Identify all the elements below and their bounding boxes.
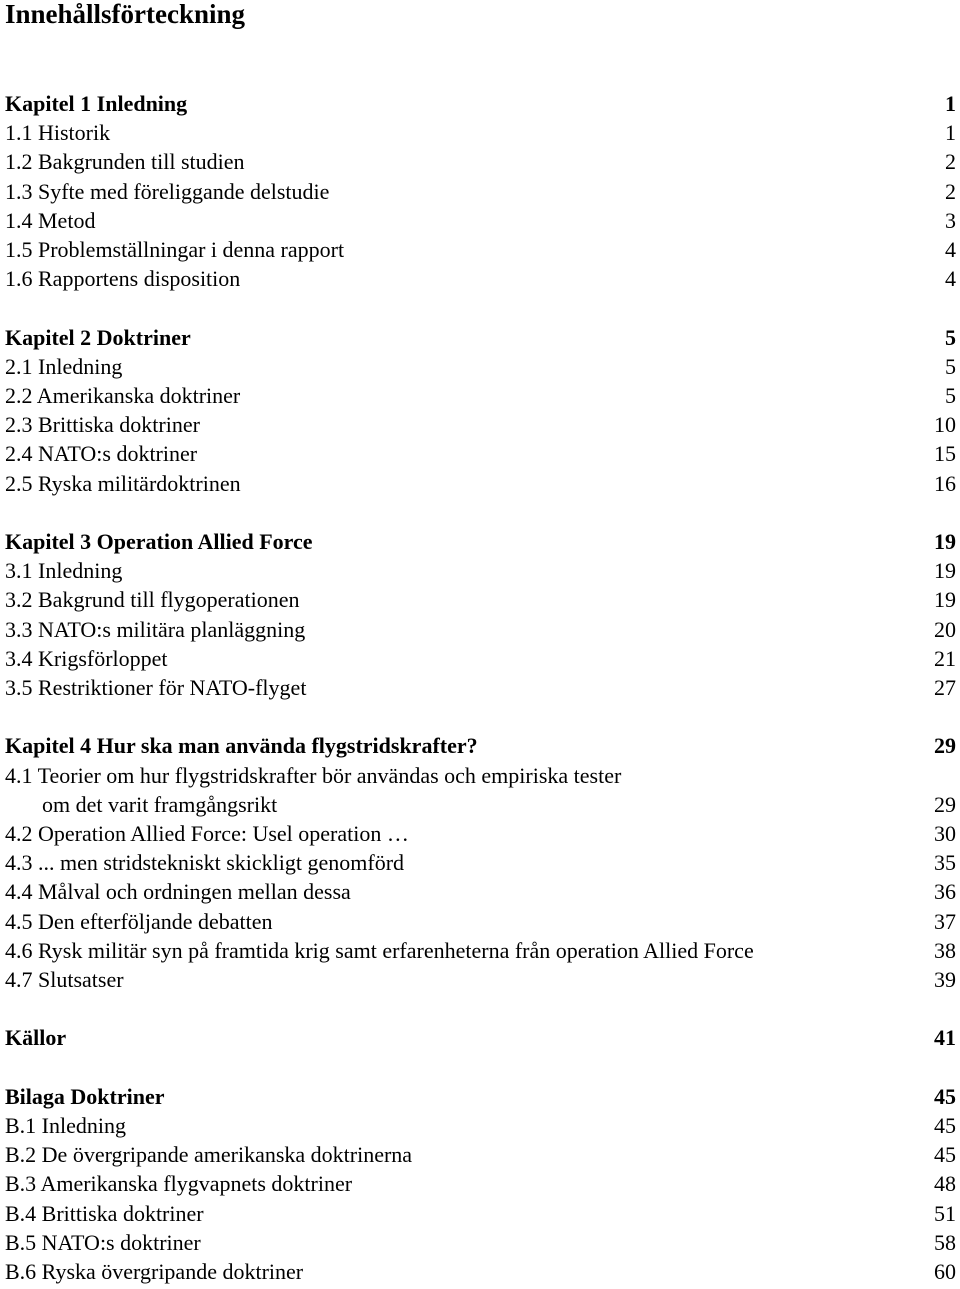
toc-page-number: 19 bbox=[934, 558, 956, 583]
toc-entry-label: 3.5 Restriktioner för NATO-flyget bbox=[5, 675, 307, 700]
toc-entry-label: B.6 Ryska övergripande doktriner bbox=[5, 1259, 304, 1284]
toc-chapter-heading bbox=[5, 323, 956, 352]
toc-entry-label: 1.6 Rapportens disposition bbox=[5, 266, 241, 291]
toc-page-number: 21 bbox=[934, 646, 956, 671]
toc-page-number: 48 bbox=[934, 1171, 956, 1196]
toc-page-number: 3 bbox=[945, 208, 956, 233]
toc-entry-label: 3.2 Bakgrund till flygoperationen bbox=[5, 587, 300, 612]
toc-entry-label: 4.7 Slutsatser bbox=[5, 967, 124, 992]
toc-page-number: 35 bbox=[934, 850, 956, 875]
toc-entry-label: 4.3 ... men stridstekniskt skickligt genomförd bbox=[5, 850, 405, 875]
toc-entry-label: 3.3 NATO:s militära planläggning bbox=[5, 617, 306, 642]
toc-page-number: 10 bbox=[934, 412, 956, 437]
toc-entry bbox=[5, 556, 956, 585]
toc-entry-label: 2.5 Ryska militärdoktrinen bbox=[5, 471, 241, 496]
toc-page-number: 5 bbox=[945, 383, 956, 408]
toc-chapter-heading bbox=[5, 1023, 956, 1052]
toc-entry bbox=[5, 1228, 956, 1257]
toc-page-number: 30 bbox=[934, 821, 956, 846]
toc-page-number: 51 bbox=[934, 1201, 956, 1226]
page-title: Innehållsförteckning bbox=[5, 0, 246, 29]
toc-entry-label: 1.4 Metod bbox=[5, 208, 96, 233]
toc-entry bbox=[5, 381, 956, 410]
toc-entry-label: B.2 De övergripande amerikanska doktrinerna bbox=[5, 1142, 413, 1167]
toc-chapter-heading bbox=[5, 89, 956, 118]
toc-page-number: 16 bbox=[934, 471, 956, 496]
toc-entry bbox=[5, 352, 956, 381]
toc-entry bbox=[5, 848, 956, 877]
toc-entry-label: 4.5 Den efterföljande debatten bbox=[5, 909, 273, 934]
toc-entry bbox=[5, 264, 956, 293]
toc-page-number: 27 bbox=[934, 675, 956, 700]
toc-entry bbox=[5, 1257, 956, 1286]
toc-entry bbox=[5, 1169, 956, 1198]
toc-entry bbox=[5, 790, 956, 819]
toc-entry bbox=[5, 585, 956, 614]
toc-entry bbox=[5, 1199, 956, 1228]
toc-entry bbox=[5, 235, 956, 264]
toc-page-number: 4 bbox=[945, 266, 956, 291]
toc-entry bbox=[5, 147, 956, 176]
toc-entry bbox=[5, 965, 956, 994]
toc-page-number: 45 bbox=[934, 1084, 956, 1109]
toc-entry-label: Kapitel 3 Operation Allied Force bbox=[5, 529, 313, 554]
toc-page-number: 41 bbox=[934, 1025, 956, 1050]
toc-entry-label: Källor bbox=[5, 1025, 67, 1050]
toc-entry-label: 2.2 Amerikanska doktriner bbox=[5, 383, 241, 408]
toc-entry-label: 2.3 Brittiska doktriner bbox=[5, 412, 200, 437]
toc-entry bbox=[5, 936, 956, 965]
toc-page-number: 20 bbox=[934, 617, 956, 642]
toc-page-number: 37 bbox=[934, 909, 956, 934]
toc-page-number: 5 bbox=[945, 354, 956, 379]
toc-entry bbox=[5, 439, 956, 468]
toc-entry-label: 3.1 Inledning bbox=[5, 558, 123, 583]
toc-page-number: 29 bbox=[934, 792, 956, 817]
toc-page-number: 5 bbox=[945, 325, 956, 350]
toc-entry-label: Bilaga Doktriner bbox=[5, 1084, 165, 1109]
toc-entry-label: B.3 Amerikanska flygvapnets doktriner bbox=[5, 1171, 353, 1196]
toc-entry-label: 4.1 Teorier om hur flygstridskrafter bör användas och empiriska tester bbox=[5, 763, 622, 788]
toc-entry-label: om det varit framgångsrikt bbox=[42, 792, 278, 817]
toc-page-number: 4 bbox=[945, 237, 956, 262]
toc-chapter-heading bbox=[5, 1082, 956, 1111]
toc-entry-label: 1.1 Historik bbox=[5, 120, 111, 145]
toc-page-number: 1 bbox=[945, 91, 956, 116]
toc-page-number: 19 bbox=[934, 587, 956, 612]
toc-entry-label: 3.4 Krigsförloppet bbox=[5, 646, 168, 671]
toc-page-number: 1 bbox=[945, 120, 956, 145]
toc-page-number: 15 bbox=[934, 441, 956, 466]
toc-entry-label: 1.3 Syfte med föreliggande delstudie bbox=[5, 179, 330, 204]
toc-entry bbox=[5, 819, 956, 848]
toc-page-number: 39 bbox=[934, 967, 956, 992]
toc-chapter-heading bbox=[5, 527, 956, 556]
toc-page-number: 2 bbox=[945, 149, 956, 174]
toc-page-number: 36 bbox=[934, 879, 956, 904]
toc-entry bbox=[5, 469, 956, 498]
toc-entry-label: B.1 Inledning bbox=[5, 1113, 126, 1138]
toc-entry-label: 4.6 Rysk militär syn på framtida krig samt erfarenheterna från operation Allied Force bbox=[5, 938, 754, 963]
toc-entry-label: Kapitel 2 Doktriner bbox=[5, 325, 191, 350]
toc-entry bbox=[5, 410, 956, 439]
toc-page-number: 45 bbox=[934, 1113, 956, 1138]
toc-entry bbox=[5, 177, 956, 206]
toc-entry bbox=[5, 673, 956, 702]
toc-entry-label: 2.1 Inledning bbox=[5, 354, 123, 379]
toc-page-number: 2 bbox=[945, 179, 956, 204]
toc-chapter-heading bbox=[5, 731, 956, 760]
toc-entry-label: 4.2 Operation Allied Force: Usel operation … bbox=[5, 821, 409, 846]
toc-page-number: 38 bbox=[934, 938, 956, 963]
toc-entry-label: 1.5 Problemställningar i denna rapport bbox=[5, 237, 345, 262]
toc-entry bbox=[5, 118, 956, 147]
toc-entry bbox=[5, 1140, 956, 1169]
toc-entry bbox=[5, 615, 956, 644]
toc-page-number: 58 bbox=[934, 1230, 956, 1255]
toc-page-number: 29 bbox=[934, 733, 956, 758]
toc-entry-label: 4.4 Målval och ordningen mellan dessa bbox=[5, 879, 351, 904]
toc-entry bbox=[5, 644, 956, 673]
toc-page-number: 60 bbox=[934, 1259, 956, 1284]
toc-page-number: 19 bbox=[934, 529, 956, 554]
toc-entry bbox=[5, 206, 956, 235]
toc-page-number: 45 bbox=[934, 1142, 956, 1167]
toc-entry-label: Kapitel 4 Hur ska man använda flygstridskrafter? bbox=[5, 733, 478, 758]
toc-entry-label: Kapitel 1 Inledning bbox=[5, 91, 188, 116]
toc-entry bbox=[5, 761, 956, 790]
toc-entry-label: 1.2 Bakgrunden till studien bbox=[5, 149, 245, 174]
toc-entry bbox=[5, 907, 956, 936]
toc-entry-label: 2.4 NATO:s doktriner bbox=[5, 441, 198, 466]
toc-entry bbox=[5, 1111, 956, 1140]
toc-entry bbox=[5, 877, 956, 906]
toc-entry-label: B.4 Brittiska doktriner bbox=[5, 1201, 204, 1226]
toc-entry-label: B.5 NATO:s doktriner bbox=[5, 1230, 201, 1255]
